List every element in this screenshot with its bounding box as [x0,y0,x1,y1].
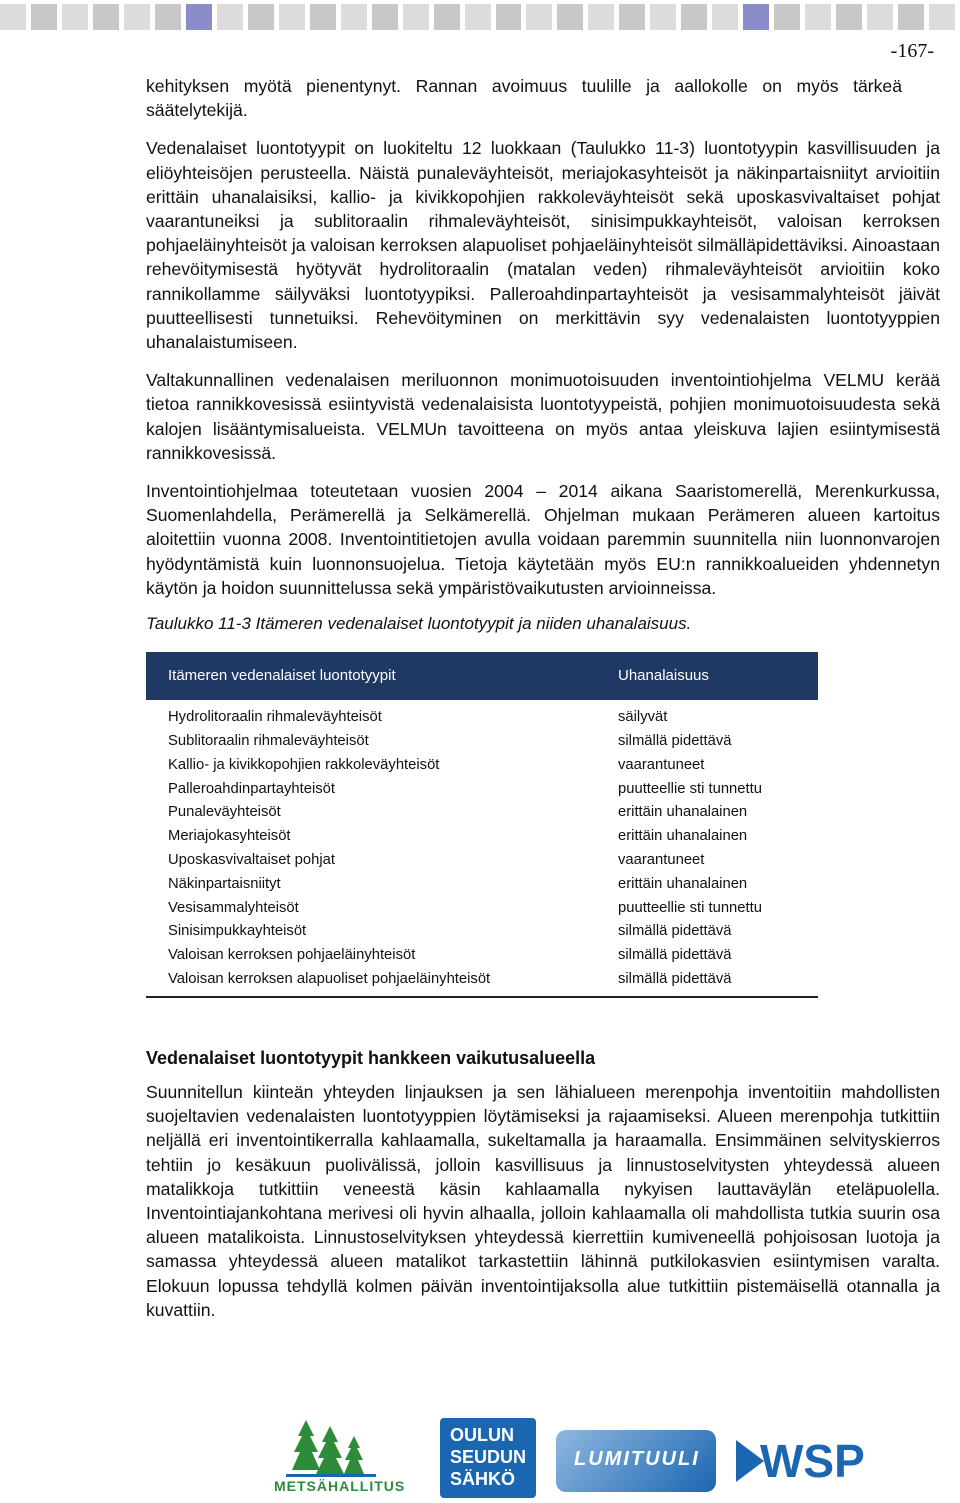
top-bar-square [186,4,212,30]
lumituuli-logo [556,1430,716,1492]
habitat-name-cell: Kallio- ja kivikkopohjien rakkoleväyhteisöt [168,756,440,773]
top-bar-square [712,4,738,30]
table-row [146,944,818,968]
oulun-logo-line-2: SEUDUN [450,1447,527,1467]
habitat-name-cell: Hydrolitoraalin rihmaleväyhteisöt [168,709,382,726]
habitat-name-cell: Palleroahdinpartayhteisöt [168,780,335,797]
habitat-name-cell: Punaleväyhteisöt [168,804,281,821]
habitat-name-cell: Uposkasvivaltaiset pohjat [168,852,335,869]
habitat-table [146,652,818,998]
top-bar-square [557,4,583,30]
top-bar-square [217,4,243,30]
habitat-name-cell: Sublitoraalin rihmaleväyhteisöt [168,733,369,750]
section-heading: Vedenalaiset luontotyypit hankkeen vaikutusalueella [146,1047,596,1068]
top-bar-square [650,4,676,30]
top-bar-square [774,4,800,30]
table-row [146,801,818,825]
habitat-name-cell: Meriajokasyhteisöt [168,828,291,845]
table-row [146,968,818,992]
habitat-name-cell: Sinisimpukkayhteisöt [168,923,307,940]
oulun-seudun-sahko-logo [440,1418,536,1498]
table-row [146,825,818,849]
page-content [146,74,940,1322]
metsahallitus-logo [274,1416,406,1498]
oulun-logo-line-3: SÄHKÖ [450,1469,516,1489]
status-cell: silmällä pidettävä [618,733,732,750]
oulun-logo-line-1: OULUN [450,1425,514,1445]
top-bar-square [93,4,119,30]
top-bar-square [403,4,429,30]
status-cell: säilyvät [618,709,668,726]
top-bar-square [867,4,893,30]
top-bar-square [496,4,522,30]
top-bar-square [465,4,491,30]
status-cell: silmällä pidettävä [618,971,732,988]
status-cell: puutteellie sti tunnettu [618,899,762,916]
paragraph-inventory-program: Inventointiohjelmaa toteutetaan vuosien 2004 – 2014 aikana Saaristomerellä, Merenkurkussa, Suomenlahdella, Perämerellä ja Selkämerellä. Ohjelman mukaan Perämeren alueen kartoitus aloitettiin vuonna 2008. Inventointitietojen avulla voidaan paremmin suunnitella niin luonnonvarojen hyödyntämistä kuin luonnonsuojelua. Tietoja käytetään myös EU:n rannikkoalueiden yhdennetyn käytön ja hoidon suunnittelussa sekä ympäristövaikutusten arvioinneissa. [146,481,940,598]
metsahallitus-logo-text: METSÄHALLITUS [274,1478,406,1494]
table-row [146,706,818,730]
wsp-logo [730,1430,865,1492]
status-cell: erittäin uhanalainen [618,875,748,892]
table-row [146,754,818,778]
top-bar-square [155,4,181,30]
top-bar-square [279,4,305,30]
habitat-name-cell: Valoisan kerroksen alapuoliset pohjaeläinyhteisöt [168,971,491,988]
habitat-name-cell: Valoisan kerroksen pohjaeläinyhteisöt [168,947,416,964]
section-body: Suunnitellun kiinteän yhteyden linjauksen ja sen lähialueen merenpohja inventoitiin mahdollisten suojeltavien vedenalaisten luontotyyppien löytämiseksi ja rajaamiseksi. Alueen merenpohja tutkittiin neljällä eri inventointikerralla kahlaamalla, sukeltamalla ja haraamalla. Ensimmäinen selvityskierros tehtiin jo kesäkuun puolivälissä, jolloin kasvillisuus ja linnustoselvitysten yhteydessä alueen matalikkoja tutkittiin veneestä käsin kahlaamalla nykyisen lauttaväylän eteläpuolella. Inventointiajankohtana merivesi oli hyvin alhaalla, jolloin kahlaamalla oli mahdollista tutkia suurin osa alueen matalikoista. Linnustoselvityksen yhteydessä kierrettiin kumiveneellä pohjoisosan luotoja ja samassa yhteydessä alueen matalikot tarkastettiin lähinnä putkilokasvien esiintymisen varalta. Elokuun lopussa tehdyllä kolmen päivän inventointijaksolla alue tutkittiin pistemäisellä otannalla ja kuvattiin. [146,1082,940,1320]
top-bar-square [124,4,150,30]
top-bar-square [681,4,707,30]
column-header-habitat: Itämeren vedenalaiset luontotyypit [168,667,396,685]
top-bar-square [0,4,26,30]
table-body [146,700,818,998]
top-bar-square [31,4,57,30]
habitat-name-cell: Näkinpartaisniityt [168,875,281,892]
top-decorative-bar [0,0,960,34]
table-row [146,730,818,754]
table-caption: Taulukko 11-3 Itämeren vedenalaiset luontotyypit ja niiden uhanalaisuus. [146,614,692,634]
lumituuli-logo-text: LUMITUULI [574,1448,700,1470]
top-bar-square [898,4,924,30]
table-row [146,897,818,921]
status-cell: vaarantuneet [618,852,705,869]
top-bar-square [805,4,831,30]
top-bar-square [248,4,274,30]
table-row [146,778,818,802]
top-bar-square [526,4,552,30]
top-bar-square [619,4,645,30]
status-cell: vaarantuneet [618,756,705,773]
status-cell: silmällä pidettävä [618,947,732,964]
column-header-status: Uhanalaisuus [618,667,709,685]
table-row [146,849,818,873]
top-bar-square [836,4,862,30]
footer-logos [0,1400,960,1500]
table-row [146,920,818,944]
page-number: -167- [890,40,934,62]
top-bar-square [310,4,336,30]
table-header [146,652,818,700]
wsp-logo-text: WSP [760,1435,865,1487]
status-cell: erittäin uhanalainen [618,828,748,845]
paragraph-intro: kehityksen myötä pienentynyt. Rannan avoimuus tuulille ja aallokolle on myös tärkeä säätelytekijä. [146,76,902,121]
paragraph-velmu: Valtakunnallinen vedenalaisen meriluonnon monimuotoisuuden inventointiohjelma VELMU kerää tietoa rannikkovesissä esiintyvistä vedenalaisista luontotyypeistä, pohjien monimuotoisuudesta sekä kalojen lisääntymisalueista. VELMUn tavoitteena on myös antaa yleiskuva lajien esiintymisestä rannikkovesissä. [146,370,940,463]
top-bar-square [62,4,88,30]
status-cell: erittäin uhanalainen [618,804,748,821]
paragraph-habitat-types: Vedenalaiset luontotyypit on luokiteltu 12 luokkaan (Taulukko 11-3) luontotyypin kasvillisuuden ja eliöyhteisöjen perusteella. Näistä punaleväyhteisöt, meriajokasyhteisöt ja näkinpartaisniityt arvioitiin erittäin uhanalaisiksi, kallio- ja kivikkopohjien rakkoleväyhteisöt sekä uposkasvivaltaiset pohjat vaarantuneiksi ja sublitoraalin rihmaleväyhteisöt, sinisimpukkayhteisöt, valoisan kerroksen pohjaeläinyhteisöt ja valoisan kerroksen alapuoliset pohjaeläinyhteisöt silmälläpidettäviksi. Ainoastaan rehevöitymisestä hyötyvät hydrolitoraalin (matalan veden) rihmaleväyhteisöt arvioitiin koko rannikollamme säilyväksi luontotyypiksi. Palleroahdinpartayhteisöt ja vesisammalyhteisöt jäivät puutteellisesti tunnetuiksi. Rehevöityminen on merkittävin syy vedenalaisten luontotyyppien uhanalaistumiseen. [146,138,940,353]
top-bar-square [929,4,955,30]
status-cell: silmällä pidettävä [618,923,732,940]
table-row [146,873,818,897]
top-bar-square [341,4,367,30]
top-bar-square [743,4,769,30]
habitat-name-cell: Vesisammalyhteisöt [168,899,299,916]
top-bar-square [372,4,398,30]
top-bar-square [434,4,460,30]
status-cell: puutteellie sti tunnettu [618,780,762,797]
top-bar-square [588,4,614,30]
